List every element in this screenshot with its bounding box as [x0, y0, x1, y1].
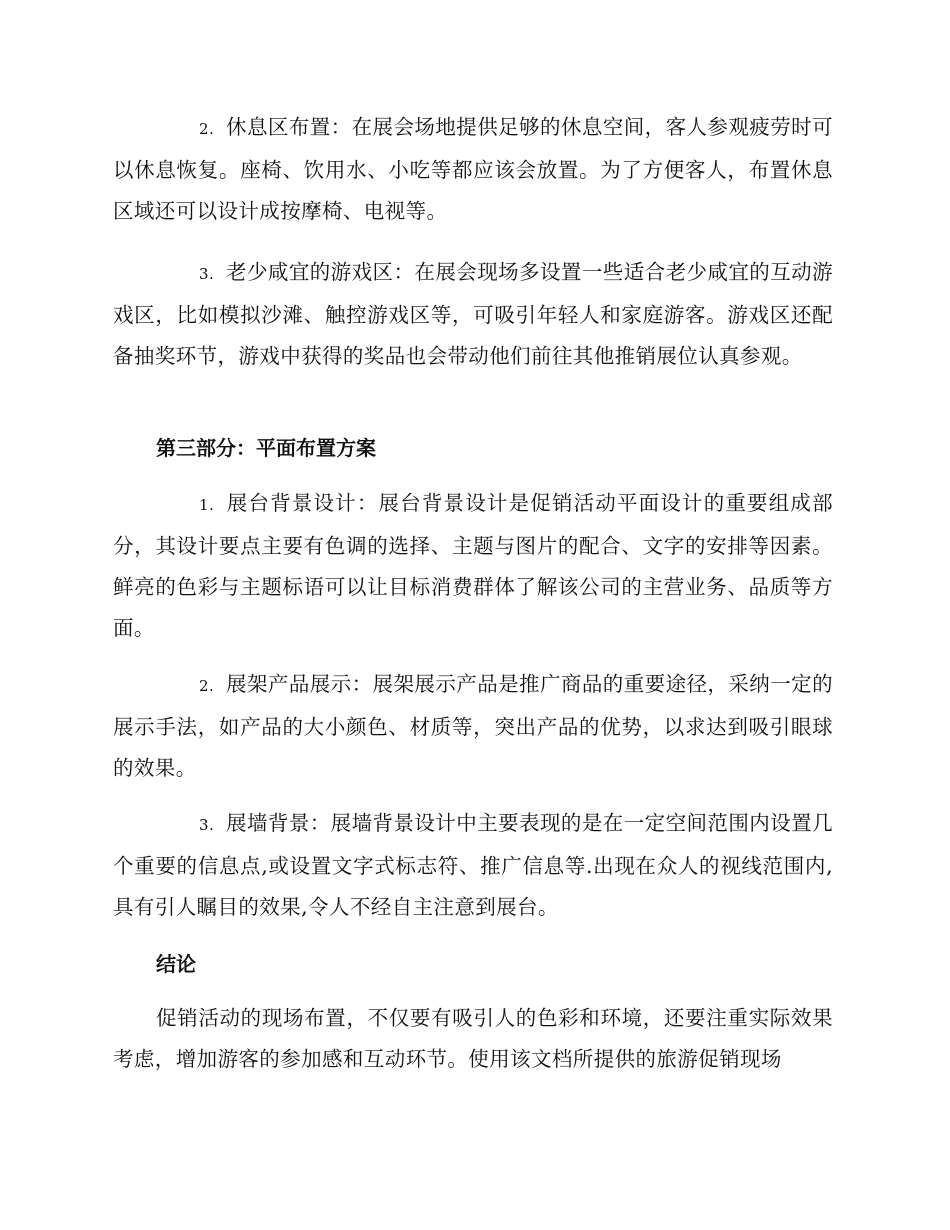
list-item-game-area: [113, 252, 833, 377]
list-item-number: 2.: [199, 677, 215, 695]
list-item-rest-area: [113, 107, 833, 232]
list-item-number: 2.: [199, 120, 215, 138]
list-item-booth-background: [113, 483, 833, 649]
list-item-text: 休息区布置：在展会场地提供足够的休息空间，客人参观疲劳时可以休息恢复。座椅、饮用水、小吃等都应该会放置。为了方便客人，布置休息区域还可以设计成按摩椅、电视等。: [113, 115, 833, 223]
list-item-number: 3.: [199, 816, 215, 834]
list-item-number: 1.: [199, 496, 215, 514]
list-item-product-display: [113, 664, 833, 789]
list-item-text: 展墙背景：展墙背景设计中主要表现的是在一定空间范围内设置几个重要的信息点,或设置文字式标志符、推广信息等.出现在众人的视线范围内,具有引人瞩目的效果,令人不经自主注意到展台。: [113, 811, 833, 919]
list-item-wall-background: [113, 803, 833, 928]
list-item-number: 3.: [199, 265, 215, 283]
section-heading: 第三部分：平面布置方案: [156, 436, 376, 460]
list-item-text: 展架产品展示：展架展示产品是推广商品的重要途径，采纳一定的展示手法，如产品的大小颜色、材质等，突出产品的优势，以求达到吸引眼球的效果。: [113, 672, 833, 780]
conclusion-heading: 结论: [156, 952, 196, 976]
list-item-text: 展台背景设计：展台背景设计是促销活动平面设计的重要组成部分，其设计要点主要有色调的选择、主题与图片的配合、文字的安排等因素。鲜亮的色彩与主题标语可以让目标消费群体了解该公司的主营业务、品质等方面。: [113, 491, 833, 640]
list-item-text: 老少咸宜的游戏区：在展会现场多设置一些适合老少咸宜的互动游戏区，比如模拟沙滩、触控游戏区等，可吸引年轻人和家庭游客。游戏区还配备抽奖环节，游戏中获得的奖品也会带动他们前往其他推销展位认真参观。: [113, 260, 833, 368]
conclusion-paragraph: 促销活动的现场布置，不仅要有吸引人的色彩和环境，还要注重实际效果考虑，增加游客的参加感和互动环节。使用该文档所提供的旅游促销现场: [113, 1006, 833, 1071]
